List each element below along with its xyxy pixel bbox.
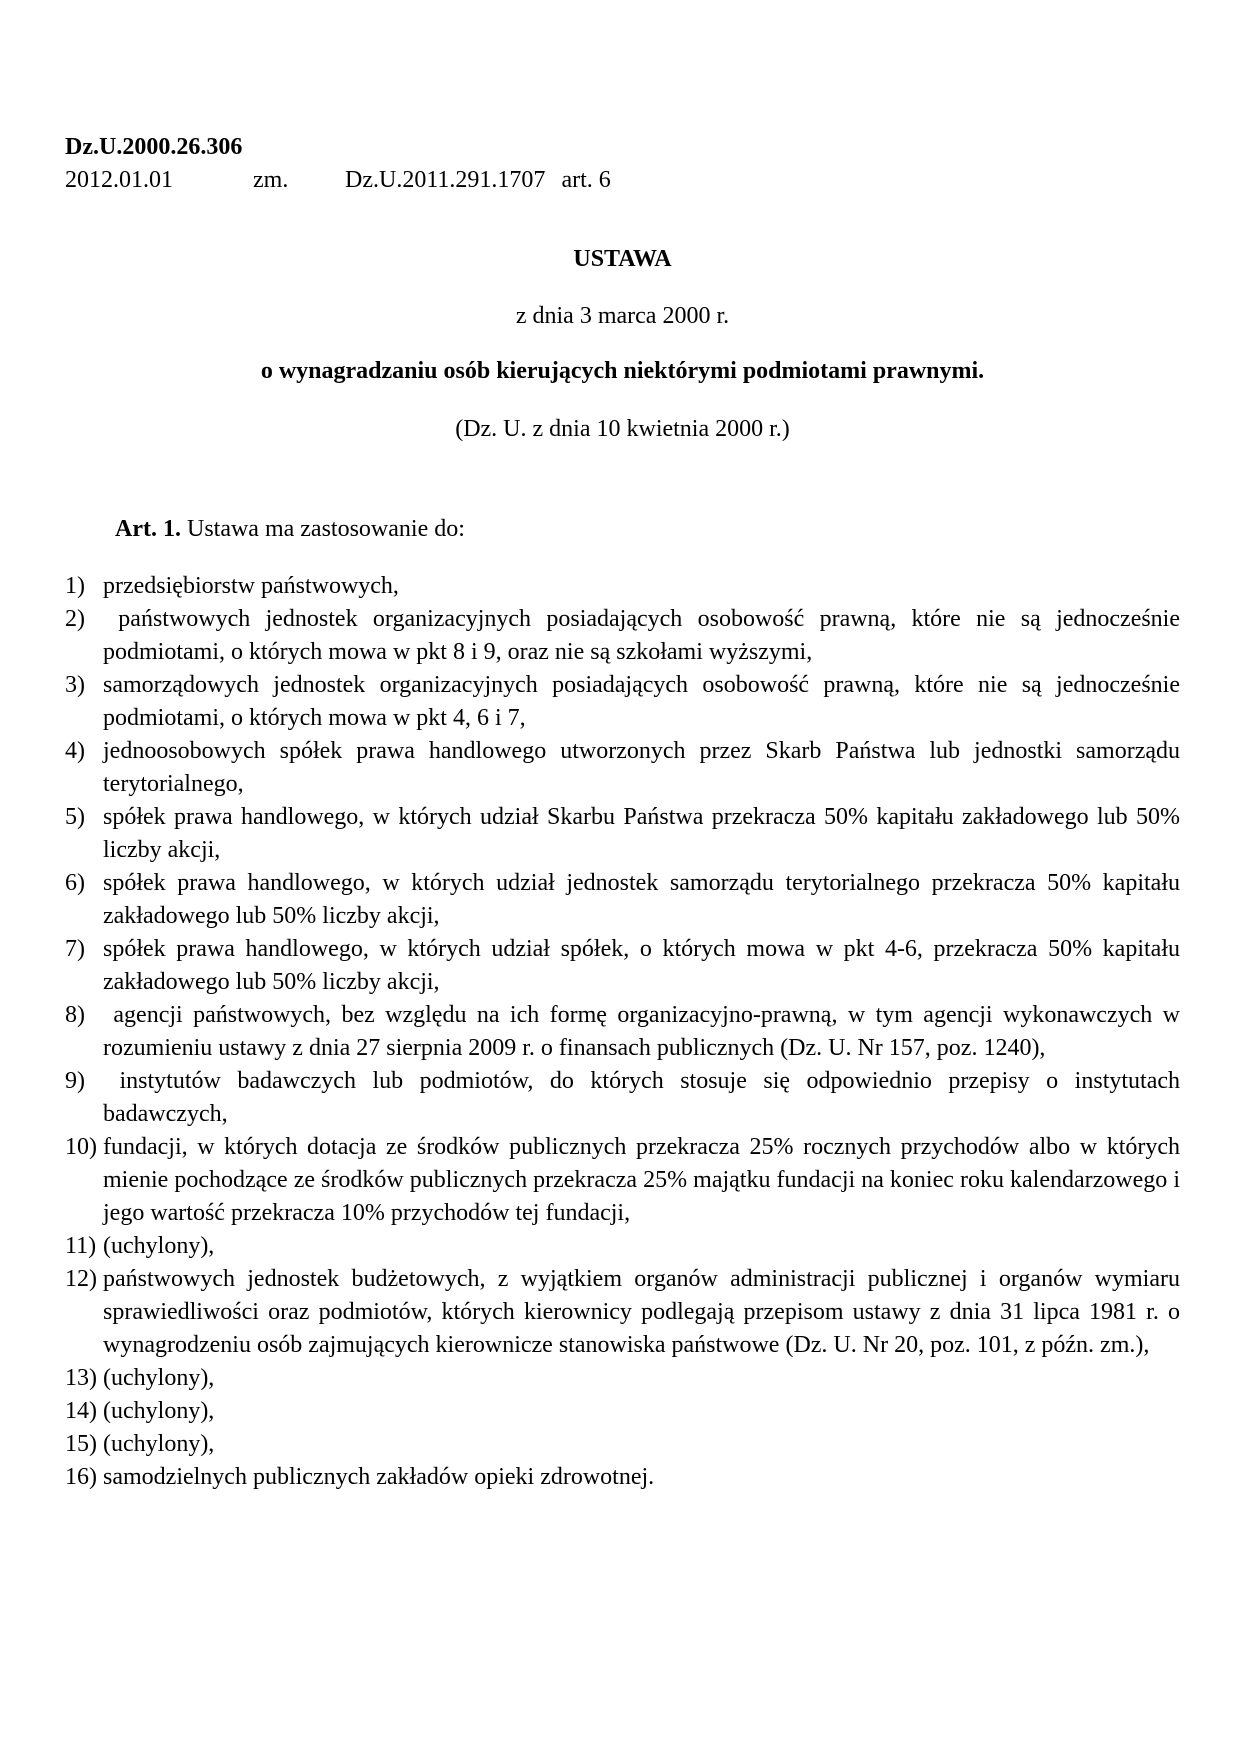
item-number: 1) xyxy=(65,573,85,599)
article-number-label: Art. 1. xyxy=(115,516,181,542)
list-item xyxy=(65,669,1180,735)
list-item xyxy=(65,1263,1180,1362)
item-number: 14) xyxy=(65,1398,97,1424)
item-number: 8) xyxy=(65,1002,85,1028)
amendment-article: art. 6 xyxy=(561,167,611,193)
list-item xyxy=(65,801,1180,867)
amendment-date: 2012.01.01 xyxy=(65,167,173,193)
item-text: (uchylony), xyxy=(103,1398,215,1424)
item-text: państwowych jednostek organizacyjnych posiadających osobowość prawną, które nie są jednocześnie podmiotami, o których mowa w pkt 8 i 9, oraz nie są szkołami wyższymi, xyxy=(103,606,1180,665)
item-number: 13) xyxy=(65,1365,97,1391)
amendment-label: zm. xyxy=(253,167,289,193)
item-text: (uchylony), xyxy=(103,1233,215,1259)
article-items xyxy=(65,570,1180,1494)
item-number: 12) xyxy=(65,1266,97,1292)
item-text: samorządowych jednostek organizacyjnych posiadających osobowość prawną, które nie są jednocześnie podmiotami, o których mowa w pkt 4, 6 i 7, xyxy=(103,672,1180,731)
item-number: 7) xyxy=(65,936,85,962)
act-date-line: z dnia 3 marca 2000 r. xyxy=(515,303,730,329)
list-item xyxy=(65,1065,1180,1131)
list-item xyxy=(65,1362,1180,1395)
item-number: 2) xyxy=(65,606,85,632)
item-text: spółek prawa handlowego, w których udział Skarbu Państwa przekracza 50% kapitału zakładowego lub 50% liczby akcji, xyxy=(103,804,1180,863)
journal-reference: Dz.U.2000.26.306 xyxy=(65,134,243,160)
item-text: samodzielnych publicznych zakładów opieki zdrowotnej. xyxy=(103,1464,655,1490)
article-1-intro xyxy=(65,513,1180,546)
act-journal-line: (Dz. U. z dnia 10 kwietnia 2000 r.) xyxy=(455,416,790,442)
item-text: fundacji, w których dotacja ze środków publicznych przekracza 25% rocznych przychodów albo w których mienie pochodzące ze środków publicznych przekracza 25% majątku fundacji na koniec roku kalendarzowego i jego wartość przekracza 10% przychodów tej fundacji, xyxy=(103,1134,1180,1226)
item-text: jednoosobowych spółek prawa handlowego utworzonych przez Skarb Państwa lub jednostki samorządu terytorialnego, xyxy=(103,738,1180,797)
item-number: 6) xyxy=(65,870,85,896)
item-text: instytutów badawczych lub podmiotów, do których stosuje się odpowiednio przepisy o instytutach badawczych, xyxy=(103,1068,1180,1127)
item-text: spółek prawa handlowego, w których udział jednostek samorządu terytorialnego przekracza 50% kapitału zakładowego lub 50% liczby akcji, xyxy=(103,870,1180,929)
item-number: 9) xyxy=(65,1068,85,1094)
amendment-line xyxy=(65,164,1180,197)
item-number: 11) xyxy=(65,1233,97,1259)
list-item xyxy=(65,933,1180,999)
item-text: państwowych jednostek budżetowych, z wyjątkiem organów administracji publicznej i organów wymiaru sprawiedliwości oraz podmiotów, których kierownicy podlegają przepisom ustawy z dnia 31 lipca 1981 r. o wynagrodzeniu osób zajmujących kierownicze stanowiska państwowe (Dz. U. Nr 20, poz. 101, z późn. zm.), xyxy=(103,1266,1180,1358)
act-subject-title: o wynagradzaniu osób kierujących niektórymi podmiotami prawnymi. xyxy=(260,358,985,384)
item-number: 16) xyxy=(65,1464,97,1490)
item-number: 3) xyxy=(65,672,85,698)
list-item xyxy=(65,570,1180,603)
item-text: spółek prawa handlowego, w których udział spółek, o których mowa w pkt 4-6, przekracza 50% kapitału zakładowego lub 50% liczby akcji, xyxy=(103,936,1180,995)
item-text: (uchylony), xyxy=(103,1431,215,1457)
item-number: 15) xyxy=(65,1431,97,1457)
item-text: (uchylony), xyxy=(103,1365,215,1391)
list-item xyxy=(65,1131,1180,1230)
item-number: 4) xyxy=(65,738,85,764)
list-item xyxy=(65,1461,1180,1494)
list-item xyxy=(65,1428,1180,1461)
amendment-reference: Dz.U.2011.291.1707 xyxy=(345,167,546,193)
list-item xyxy=(65,735,1180,801)
list-item xyxy=(65,1230,1180,1263)
list-item xyxy=(65,603,1180,669)
item-text: agencji państwowych, bez względu na ich formę organizacyjno-prawną, w tym agencji wykonawczych w rozumieniu ustawy z dnia 27 sierpnia 2009 r. o finansach publicznych (Dz. U. Nr 157, poz. 1240), xyxy=(103,1002,1180,1061)
list-item xyxy=(65,1395,1180,1428)
act-kind-title: USTAWA xyxy=(573,246,672,272)
list-item xyxy=(65,867,1180,933)
article-intro-text: Ustawa ma zastosowanie do: xyxy=(186,516,465,542)
item-text: przedsiębiorstw państwowych, xyxy=(103,573,399,599)
item-number: 5) xyxy=(65,804,85,830)
list-item xyxy=(65,999,1180,1065)
item-number: 10) xyxy=(65,1134,97,1160)
